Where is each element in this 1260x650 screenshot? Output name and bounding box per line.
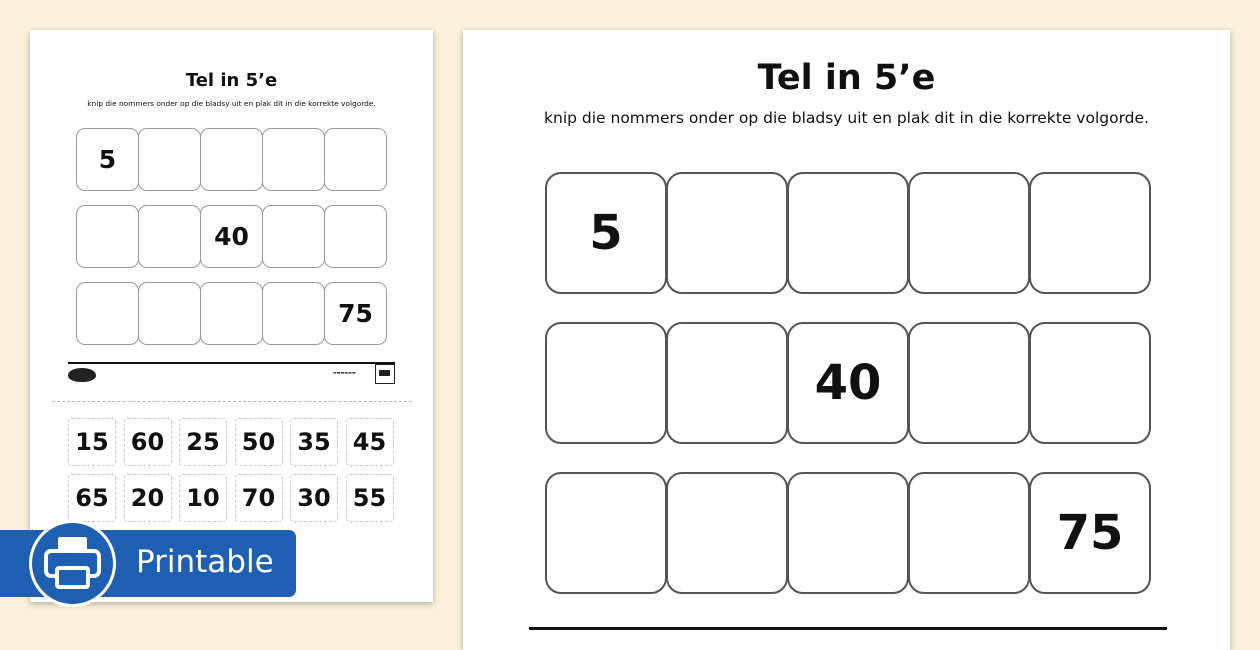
grid-large-cell <box>787 472 909 594</box>
grid-cell <box>324 205 387 268</box>
worksheet-instruction: knip die nommers onder op die bladsy uit en plak dit in die korrekte volgorde. <box>87 99 376 108</box>
grid-cell: 40 <box>200 205 263 268</box>
footer-rule <box>68 362 395 364</box>
grid-large-cell <box>908 472 1030 594</box>
grid-cell <box>138 282 201 345</box>
grid-large-cell: 5 <box>545 172 667 294</box>
grid-large-cell: 40 <box>787 322 909 444</box>
grid-cell <box>262 205 325 268</box>
award-logo <box>375 364 395 384</box>
grid-large-cell <box>787 172 909 294</box>
grid-large-cell <box>666 322 788 444</box>
grid-cell: 75 <box>324 282 387 345</box>
grid-large-cell: 75 <box>1029 472 1151 594</box>
worksheet-thumbnail <box>30 30 433 602</box>
grid-cell <box>200 128 263 191</box>
worksheet-title: Tel in 5’e <box>185 70 278 91</box>
cutout-tile: 25 <box>179 418 227 466</box>
grid-cell <box>262 128 325 191</box>
grid-cell <box>324 128 387 191</box>
cutout-tile: 55 <box>346 474 394 522</box>
printable-label: Printable <box>136 544 274 580</box>
cutout-tile: 50 <box>235 418 283 466</box>
brand-logo <box>68 368 96 382</box>
grid-large-cell <box>666 472 788 594</box>
cut-line <box>52 401 412 402</box>
grid-large-cell <box>545 322 667 444</box>
grid-large-cell <box>666 172 788 294</box>
cutout-tile: 10 <box>179 474 227 522</box>
grid-large-cell <box>1029 322 1151 444</box>
grid-cell: 5 <box>76 128 139 191</box>
grid-cell <box>138 205 201 268</box>
grid-cell <box>76 282 139 345</box>
footer-text: ▬▬▬▬▬▬ <box>333 370 356 375</box>
grid-large-cell <box>545 472 667 594</box>
printer-icon <box>29 520 116 607</box>
cutout-tile: 45 <box>346 418 394 466</box>
cutout-tile: 35 <box>290 418 338 466</box>
cutout-tile: 60 <box>124 418 172 466</box>
grid-large-cell <box>908 172 1030 294</box>
cutout-tile: 30 <box>290 474 338 522</box>
grid-cell <box>138 128 201 191</box>
grid-large-cell <box>1029 172 1151 294</box>
grid-cell <box>262 282 325 345</box>
worksheet-title-large: Tel in 5’e <box>757 58 936 98</box>
worksheet-zoomed <box>463 30 1230 650</box>
cutout-tile: 65 <box>68 474 116 522</box>
worksheet-instruction-large: knip die nommers onder op die bladsy uit en plak dit in die korrekte volgorde. <box>544 109 1149 127</box>
cutout-tile: 20 <box>124 474 172 522</box>
grid-cell <box>200 282 263 345</box>
grid-large-cell <box>908 322 1030 444</box>
cutout-tile: 15 <box>68 418 116 466</box>
grid-cell <box>76 205 139 268</box>
cutout-tile: 70 <box>235 474 283 522</box>
